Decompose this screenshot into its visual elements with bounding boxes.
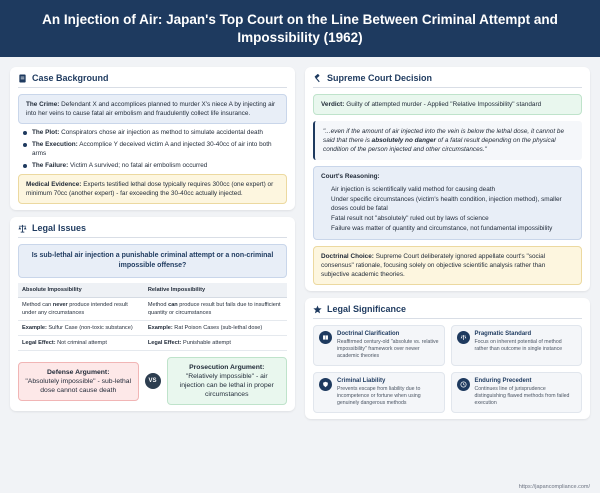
table-header: Relative Impossibility (144, 283, 287, 298)
vs-badge: VS (145, 373, 161, 389)
evidence-label: Medical Evidence: (26, 181, 82, 188)
list-item: The Failure: Victim A survived; no fatal air embolism occurred (23, 161, 287, 170)
list-item: The Execution: Accomplice Y deceived victim A and injected 30-40cc of air into both arms (23, 140, 287, 158)
clock-icon (460, 381, 467, 388)
defense-argument: Defense Argument: "Absolutely impossible" - sub-lethal dose cannot cause death (18, 362, 139, 401)
legal-significance-section (305, 298, 590, 419)
list-item: Fatal result not "absolutely" ruled out by laws of science (331, 215, 489, 222)
case-background-section (10, 67, 295, 210)
page-title: An Injection of Air: Japan's Top Court on the Line Between Criminal Attempt and Impossibility (1962) (42, 11, 558, 45)
table-row: Method can never produce intended result under any circumstances Method can produce result but fails due to insufficient quantity or circumstances (18, 298, 287, 321)
section-title: Legal Significance (327, 304, 407, 314)
evidence-text: Experts testified lethal dose typically requires 300cc (one expert) or minimum 70cc (another expert) - far exceeding the 30-40cc actually injected. (26, 181, 274, 197)
significance-item: Pragmatic Standard Focus on inherent potential of method rather than outcome in single instance (451, 325, 583, 366)
significance-item: Enduring Precedent Continues line of jurisprudence distinguishing flawed methods from failed execution (451, 372, 583, 413)
medical-evidence-box (18, 174, 287, 204)
page-header (0, 0, 600, 57)
table-row: Example: Sulfur Case (non-toxic substance) Example: Rat Poison Cases (sub-lethal dose) (18, 321, 287, 336)
star-icon (313, 305, 322, 314)
court-reasoning-box: Court's Reasoning: Air injection is scientifically valid method for causing death Under specific circumstances (victim's health condition, injection method), smaller doses could be fatal Fatal result not "absolutely" ruled out by laws of science Failure was matter of quantity and circumstance, not fundamental impossibility (313, 166, 582, 240)
list-item: Failure was matter of quantity and circumstance, not fundamental impossibility (331, 225, 553, 232)
section-title: Case Background (32, 73, 109, 83)
list-item: Air injection is scientifically valid method for causing death (331, 186, 496, 193)
table-row: Legal Effect: Not criminal attempt Legal Effect: Punishable attempt (18, 336, 287, 351)
section-title: Legal Issues (32, 223, 87, 233)
crime-text: Defendant X and accomplices planned to murder X's niece A by injecting air into her veins to cause fatal air embolism and fraudulently collect life insurance. (26, 101, 276, 117)
table-header: Absolute Impossibility (18, 283, 144, 298)
prosecution-argument: Prosecution Argument: "Relatively impossible" - air injection can be lethal in proper circumstances (167, 357, 288, 405)
gavel-icon (313, 74, 322, 83)
list-item: The Plot: Conspirators chose air injection as method to simulate accidental death (23, 128, 287, 137)
court-quote: "...even if the amount of air injected into the vein is below the lethal dose, it cannot be said that there is absolutely no danger of a fatal result depending on the physical condition of the person injected and other circumstances." (313, 121, 582, 160)
book-icon (322, 334, 329, 341)
legal-question: Is sub-lethal air injection a punishable criminal attempt or a non-criminal impossible offense? (18, 244, 287, 278)
section-title: Supreme Court Decision (327, 73, 433, 83)
significance-item: Doctrinal Clarification Reaffirmed century-old "absolute vs. relative impossibility" framework over newer academic theories (313, 325, 445, 366)
list-item: Under specific circumstances (victim's health condition, injection method), smaller doses could be fatal (331, 196, 562, 212)
doctrinal-choice-box: Doctrinal Choice: Supreme Court deliberately ignored appellate court's "social consensus" rationale, focusing solely on objective scientific analysis rather than subjective academic theories. (313, 246, 582, 285)
scale-icon (460, 334, 467, 341)
impossibility-table (18, 283, 287, 351)
document-icon (18, 74, 27, 83)
crime-box (18, 94, 287, 124)
shield-icon (322, 381, 329, 388)
footer-url[interactable]: https://japancompliance.com/ (518, 484, 590, 490)
supreme-court-decision-section (305, 67, 590, 291)
crime-label: The Crime: (26, 101, 60, 108)
legal-issues-section (10, 217, 295, 411)
significance-item: Criminal Liability Prevents escape from liability due to incompetence or fortune when using genuinely dangerous methods (313, 372, 445, 413)
scale-icon (18, 224, 27, 233)
verdict-box: Verdict: Guilty of attempted murder - Applied "Relative Impossibility" standard (313, 94, 582, 115)
